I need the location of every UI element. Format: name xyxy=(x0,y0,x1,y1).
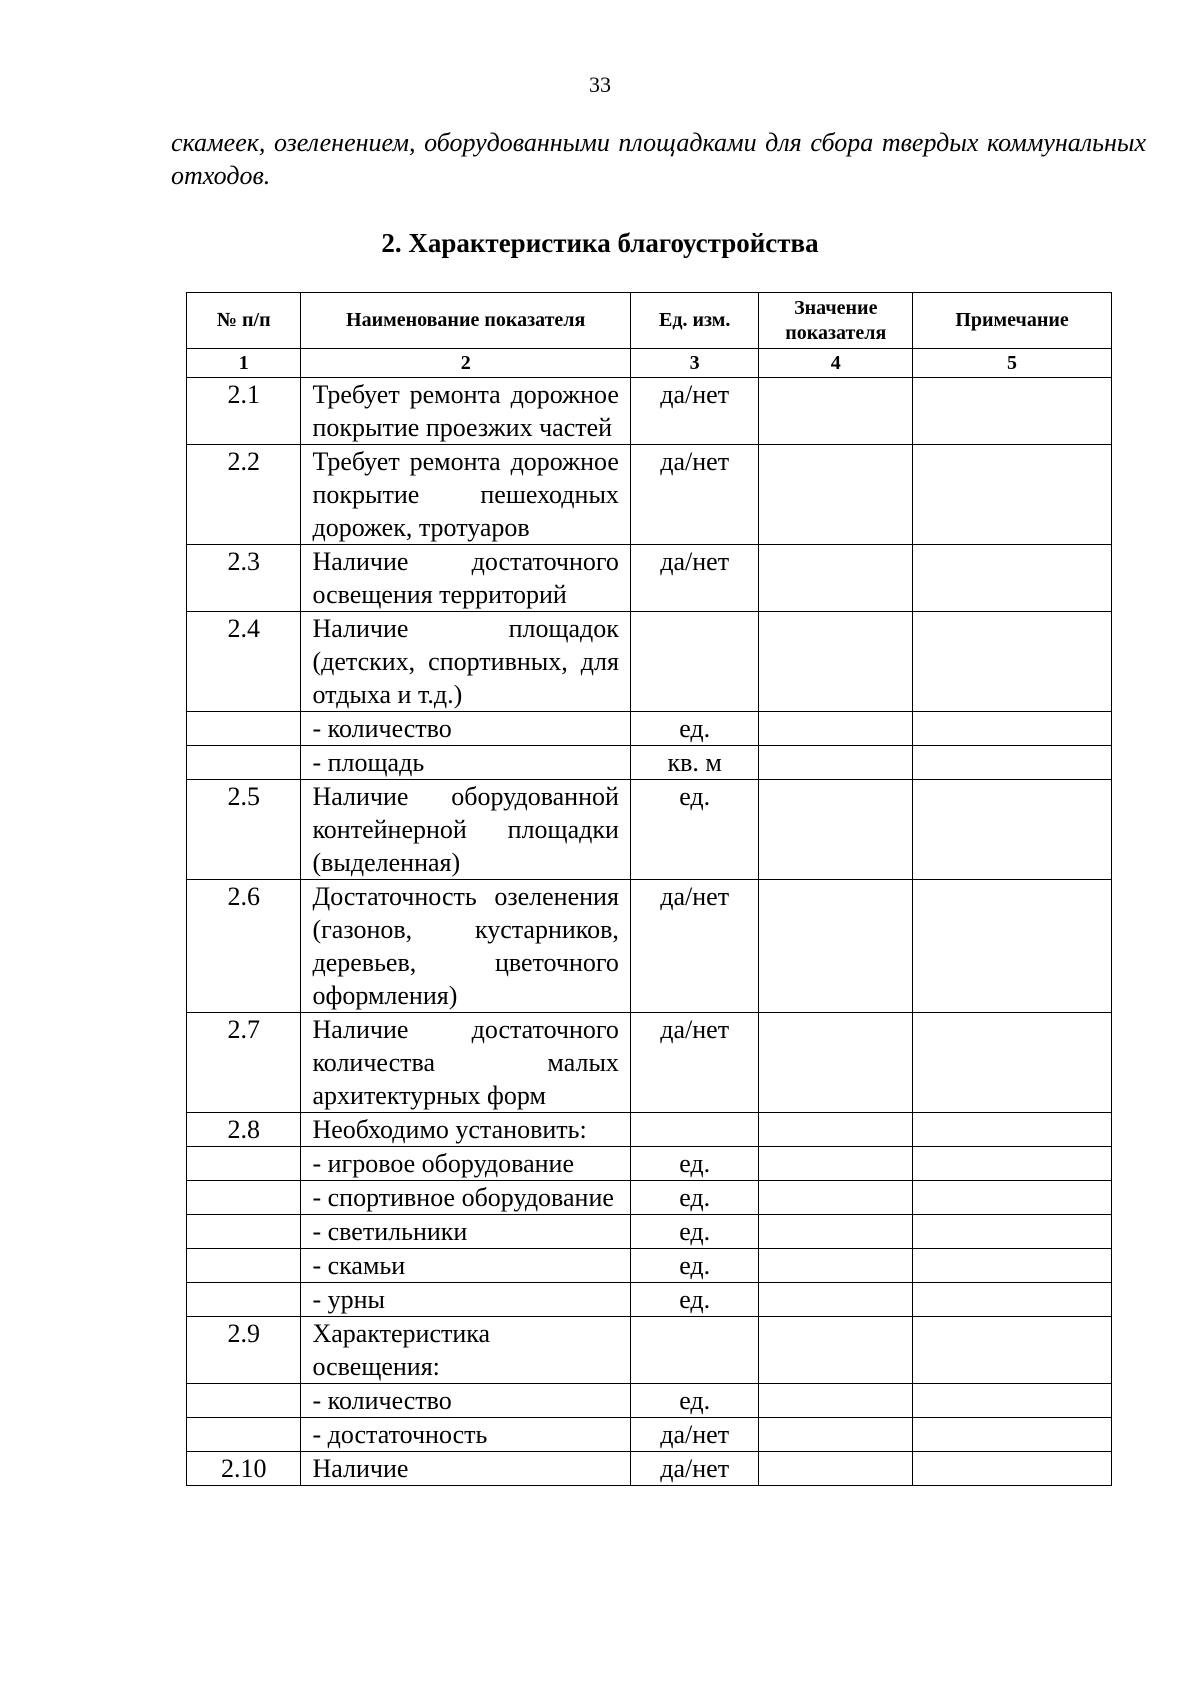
unit-cell: да/нет xyxy=(630,1418,759,1452)
column-number: 3 xyxy=(630,349,759,378)
row-number-cell xyxy=(187,1283,301,1317)
note-cell xyxy=(913,1418,1112,1452)
unit-cell: кв. м xyxy=(630,746,759,780)
indicator-name-cell: - спортивное оборудование xyxy=(301,1181,630,1215)
row-number-cell xyxy=(187,746,301,780)
note-cell xyxy=(913,880,1112,1013)
column-number: 2 xyxy=(301,349,630,378)
header-note: Примечание xyxy=(913,293,1112,349)
table-row xyxy=(187,545,1112,612)
row-number-cell xyxy=(187,1249,301,1283)
row-number-cell: 2.8 xyxy=(187,1113,301,1147)
unit-cell: да/нет xyxy=(630,1013,759,1113)
column-number: 5 xyxy=(913,349,1112,378)
table-row xyxy=(187,780,1112,880)
table-row xyxy=(187,1013,1112,1113)
note-cell xyxy=(913,378,1112,445)
unit-cell xyxy=(630,1317,759,1384)
table-row xyxy=(187,1215,1112,1249)
row-number-cell: 2.2 xyxy=(187,445,301,545)
intro-paragraph: скамеек, озеленением, оборудованными площадками для сбора твердых коммунальных отходов. xyxy=(171,128,1146,190)
header-indicator-name: Наименование показателя xyxy=(301,293,630,349)
unit-cell xyxy=(630,1113,759,1147)
row-number-cell xyxy=(187,1418,301,1452)
indicator-name-cell: - светильники xyxy=(301,1215,630,1249)
row-number-cell: 2.7 xyxy=(187,1013,301,1113)
note-cell xyxy=(913,1181,1112,1215)
table-row xyxy=(187,1249,1112,1283)
unit-cell: ед. xyxy=(630,712,759,746)
table-row xyxy=(187,378,1112,445)
indicator-name-cell: - достаточность xyxy=(301,1418,630,1452)
value-cell xyxy=(759,1317,913,1384)
column-number: 4 xyxy=(759,349,913,378)
table-row xyxy=(187,1147,1112,1181)
value-cell xyxy=(759,880,913,1013)
column-number-row xyxy=(187,349,1112,378)
note-cell xyxy=(913,1452,1112,1486)
table-row xyxy=(187,1283,1112,1317)
value-cell xyxy=(759,612,913,712)
unit-cell xyxy=(630,612,759,712)
improvement-characteristics-table xyxy=(186,292,1112,1486)
row-number-cell: 2.10 xyxy=(187,1452,301,1486)
indicator-name-cell: Наличие xyxy=(301,1452,630,1486)
indicator-name-cell: - урны xyxy=(301,1283,630,1317)
value-cell xyxy=(759,545,913,612)
value-cell xyxy=(759,1384,913,1418)
unit-cell: да/нет xyxy=(630,880,759,1013)
section-title: 2. Характеристика благоустройства xyxy=(381,228,819,258)
table-row xyxy=(187,1384,1112,1418)
indicator-name-cell: Достаточность озеленения (газонов, кустарников, деревьев, цветочного оформления) xyxy=(301,880,630,1013)
note-cell xyxy=(913,545,1112,612)
table-row xyxy=(187,880,1112,1013)
table-row xyxy=(187,1418,1112,1452)
value-cell xyxy=(759,1418,913,1452)
value-cell xyxy=(759,1249,913,1283)
note-cell xyxy=(913,1283,1112,1317)
value-cell xyxy=(759,1147,913,1181)
unit-cell: ед. xyxy=(630,1384,759,1418)
indicator-name-cell: Характеристика освещения: xyxy=(301,1317,630,1384)
table-row xyxy=(187,612,1112,712)
row-number-cell xyxy=(187,1181,301,1215)
row-number-cell: 2.3 xyxy=(187,545,301,612)
note-cell xyxy=(913,1013,1112,1113)
indicator-name-cell: Наличие достаточного количества малых архитектурных форм xyxy=(301,1013,630,1113)
row-number-cell xyxy=(187,1215,301,1249)
value-cell xyxy=(759,1113,913,1147)
page-number: 33 xyxy=(589,72,611,97)
note-cell xyxy=(913,1147,1112,1181)
header-number: № п/п xyxy=(187,293,301,349)
table-row xyxy=(187,746,1112,780)
indicator-name-cell: Требует ремонта дорожное покрытие проезжих частей xyxy=(301,378,630,445)
note-cell xyxy=(913,445,1112,545)
indicator-name-cell: Наличие достаточного освещения территорий xyxy=(301,545,630,612)
value-cell xyxy=(759,712,913,746)
value-cell xyxy=(759,378,913,445)
indicator-name-cell: - игровое оборудование xyxy=(301,1147,630,1181)
indicator-name-cell: Требует ремонта дорожное покрытие пешеходных дорожек, тротуаров xyxy=(301,445,630,545)
table-row xyxy=(187,1452,1112,1486)
value-cell xyxy=(759,780,913,880)
indicator-name-cell: Необходимо установить: xyxy=(301,1113,630,1147)
indicator-name-cell: - площадь xyxy=(301,746,630,780)
note-cell xyxy=(913,1249,1112,1283)
table-row xyxy=(187,1317,1112,1384)
row-number-cell: 2.5 xyxy=(187,780,301,880)
note-cell xyxy=(913,1113,1112,1147)
indicator-name-cell: - скамьи xyxy=(301,1249,630,1283)
value-cell xyxy=(759,1283,913,1317)
unit-cell: да/нет xyxy=(630,545,759,612)
indicator-name-cell: Наличие площадок (детских, спортивных, для отдыха и т.д.) xyxy=(301,612,630,712)
unit-cell: ед. xyxy=(630,1147,759,1181)
unit-cell: да/нет xyxy=(630,378,759,445)
row-number-cell xyxy=(187,1384,301,1418)
table-row xyxy=(187,1181,1112,1215)
note-cell xyxy=(913,1215,1112,1249)
row-number-cell: 2.4 xyxy=(187,612,301,712)
indicator-name-cell: Наличие оборудованной контейнерной площадки (выделенная) xyxy=(301,780,630,880)
row-number-cell xyxy=(187,1147,301,1181)
unit-cell: ед. xyxy=(630,1249,759,1283)
unit-cell: да/нет xyxy=(630,1452,759,1486)
column-number: 1 xyxy=(187,349,301,378)
unit-cell: ед. xyxy=(630,780,759,880)
value-cell xyxy=(759,1215,913,1249)
note-cell xyxy=(913,612,1112,712)
table-header-row xyxy=(187,293,1112,349)
row-number-cell xyxy=(187,712,301,746)
table-row xyxy=(187,712,1112,746)
note-cell xyxy=(913,746,1112,780)
value-cell xyxy=(759,1181,913,1215)
table-row xyxy=(187,445,1112,545)
value-cell xyxy=(759,746,913,780)
value-cell xyxy=(759,1452,913,1486)
row-number-cell: 2.1 xyxy=(187,378,301,445)
unit-cell: да/нет xyxy=(630,445,759,545)
row-number-cell: 2.6 xyxy=(187,880,301,1013)
unit-cell: ед. xyxy=(630,1181,759,1215)
note-cell xyxy=(913,1384,1112,1418)
header-value: Значение показателя xyxy=(759,293,913,349)
value-cell xyxy=(759,445,913,545)
unit-cell: ед. xyxy=(630,1283,759,1317)
note-cell xyxy=(913,780,1112,880)
header-unit: Ед. изм. xyxy=(630,293,759,349)
row-number-cell: 2.9 xyxy=(187,1317,301,1384)
indicator-name-cell: - количество xyxy=(301,712,630,746)
value-cell xyxy=(759,1013,913,1113)
note-cell xyxy=(913,1317,1112,1384)
table-row xyxy=(187,1113,1112,1147)
indicator-name-cell: - количество xyxy=(301,1384,630,1418)
note-cell xyxy=(913,712,1112,746)
unit-cell: ед. xyxy=(630,1215,759,1249)
